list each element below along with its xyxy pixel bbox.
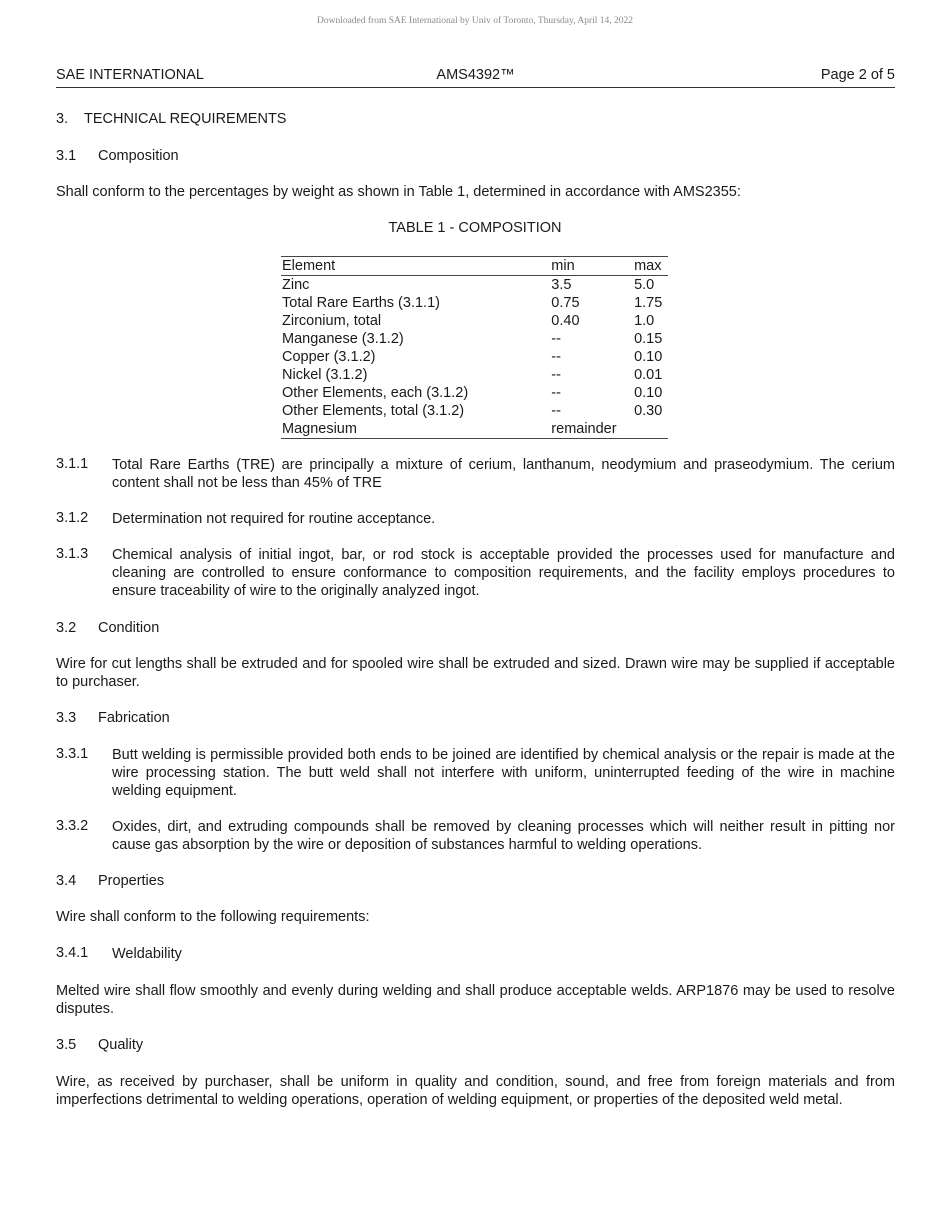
min-cell: -- <box>551 331 561 347</box>
section-3-1-text: Shall conform to the percentages by weight as shown in Table 1, determined in accordance with AMS2355: <box>56 184 741 200</box>
max-cell: 0.15 <box>634 331 663 347</box>
min-cell: 0.75 <box>551 295 580 311</box>
section-number: 3.5 <box>56 1037 77 1053</box>
table-row <box>281 348 668 366</box>
table-row <box>281 276 668 295</box>
table-row <box>281 366 668 384</box>
section-3-1-heading <box>56 147 895 165</box>
table-row <box>281 312 668 330</box>
column-header: Element <box>281 257 550 276</box>
section-3-1-2-text: Determination not required for routine acceptance. <box>112 511 436 527</box>
document-number: AMS4392™ <box>436 67 515 83</box>
min-cell: -- <box>551 403 561 419</box>
table-title: TABLE 1 - COMPOSITION <box>388 220 562 236</box>
section-3-1-1-text: Total Rare Earths (TRE) are principally a mixture of cerium, lanthanum, neodymium and praseodymium. The cerium content shall not be less than 45% of TRE <box>112 457 895 491</box>
section-3-3-1-number: 3.3.1 <box>56 746 89 762</box>
section-title: TECHNICAL REQUIREMENTS <box>84 111 287 127</box>
section-3-1-3-number: 3.1.3 <box>56 546 89 562</box>
section-3-heading <box>56 110 895 128</box>
section-title: Properties <box>98 873 165 889</box>
section-3-5-heading <box>56 1036 895 1054</box>
section-3-1-3-text: Chemical analysis of initial ingot, bar, or rod stock is acceptable provided the processes used for manufacture and cleaning are controlled to ensure conformance to composition requirements, and the facility employs procedures to ensure traceability of wire to the originally analyzed ingot. <box>112 547 895 599</box>
section-3-4-heading <box>56 872 895 890</box>
publisher-name: SAE INTERNATIONAL <box>56 67 204 83</box>
section-number: 3.3 <box>56 710 77 726</box>
min-cell: 0.40 <box>551 313 580 329</box>
max-cell: 1.0 <box>634 313 655 329</box>
table-row <box>281 294 668 312</box>
table-row <box>281 420 668 439</box>
element-cell: Zinc <box>282 277 310 293</box>
element-cell: Manganese (3.1.2) <box>282 331 404 347</box>
section-number: 3.4 <box>56 873 77 889</box>
max-cell: 0.01 <box>634 367 663 383</box>
section-3-3-2-text: Oxides, dirt, and extruding compounds shall be removed by cleaning processes which will neither result in pitting nor cause gas absorption by the wire or deposition of substances harmful to welding operations. <box>112 819 895 853</box>
download-watermark: Downloaded from SAE International by Univ of Toronto, Thursday, April 14, 2022 <box>316 16 634 26</box>
section-3-3-heading <box>56 709 895 727</box>
max-cell: 0.30 <box>634 403 663 419</box>
element-cell: Nickel (3.1.2) <box>282 367 368 383</box>
element-cell: Other Elements, total (3.1.2) <box>282 403 465 419</box>
max-cell: 0.10 <box>634 385 663 401</box>
section-3-5-text: Wire, as received by purchaser, shall be uniform in quality and condition, sound, and free from foreign materials and from imperfections detrimental to welding operations, operation of welding equipment, or properties of the deposited weld metal. <box>56 1074 895 1108</box>
min-cell: -- <box>551 349 561 365</box>
max-cell: 1.75 <box>634 295 663 311</box>
max-cell: 0.10 <box>634 349 663 365</box>
section-3-4-1-title: Weldability <box>112 946 182 962</box>
element-cell: Total Rare Earths (3.1.1) <box>282 295 440 311</box>
section-number: 3. <box>56 111 69 127</box>
section-3-3-1-text: Butt welding is permissible provided both ends to be joined are identified by chemical analysis or the repair is made at the wire processing station. The butt weld shall not interfere with uniform, uninterrupted feeding of the wire in machine welding equipment. <box>112 747 895 799</box>
section-3-4-text: Wire shall conform to the following requirements: <box>56 909 370 925</box>
element-cell: Zirconium, total <box>282 313 382 329</box>
table-row <box>281 384 668 402</box>
composition-table <box>281 256 668 439</box>
page-number: Page 2 of 5 <box>820 67 895 83</box>
section-3-4-1-text: Melted wire shall flow smoothly and evenly during welding and shall produce acceptable welds. ARP1876 may be used to resolve disputes. <box>56 983 895 1017</box>
min-cell: -- <box>551 367 561 383</box>
section-title: Composition <box>98 148 179 164</box>
column-header: max <box>633 257 668 276</box>
section-title: Quality <box>98 1037 144 1053</box>
section-number: 3.1 <box>56 148 77 164</box>
table-header-row <box>281 257 668 276</box>
section-3-1-2-number: 3.1.2 <box>56 510 89 526</box>
section-title: Fabrication <box>98 710 170 726</box>
min-cell: 3.5 <box>551 277 572 293</box>
element-cell: Magnesium <box>282 421 357 437</box>
section-number: 3.2 <box>56 620 77 636</box>
element-cell: Copper (3.1.2) <box>282 349 376 365</box>
max-cell <box>633 420 668 439</box>
section-3-1-1-number: 3.1.1 <box>56 456 89 472</box>
element-cell: Other Elements, each (3.1.2) <box>282 385 469 401</box>
page-header <box>56 67 895 88</box>
section-3-4-1-number: 3.4.1 <box>56 945 89 961</box>
section-title: Condition <box>98 620 160 636</box>
section-3-2-text: Wire for cut lengths shall be extruded and for spooled wire shall be extruded and sized. Drawn wire may be supplied if acceptable to purchaser. <box>56 656 895 690</box>
column-header: min <box>550 257 633 276</box>
section-3-2-heading <box>56 619 895 637</box>
max-cell: 5.0 <box>634 277 655 293</box>
section-3-3-2-number: 3.3.2 <box>56 818 89 834</box>
table-row <box>281 402 668 420</box>
min-cell: -- <box>551 385 561 401</box>
min-cell: remainder <box>551 421 617 437</box>
table-row <box>281 330 668 348</box>
